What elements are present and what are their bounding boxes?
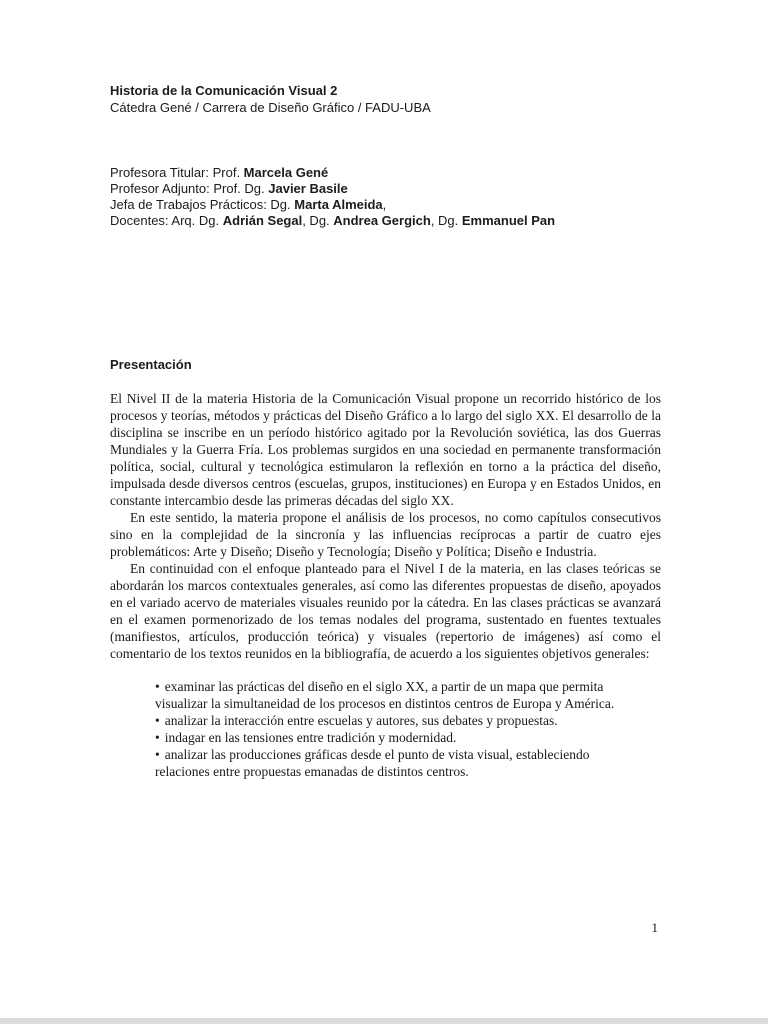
bullet-text: analizar las producciones gráficas desde el punto de vista visual, estableciendo relaciones entre propuestas emanadas de distintos centros.: [155, 747, 590, 779]
bullet-marker: •: [155, 679, 160, 694]
staff-separator: , Dg.: [302, 213, 334, 228]
staff-name: Marcela Gené: [243, 165, 329, 180]
document-header: [110, 0, 661, 116]
page-content: [110, 0, 661, 780]
list-item: [155, 678, 647, 712]
staff-line-docentes: [110, 213, 661, 229]
staff-suffix: ,: [382, 197, 387, 212]
objectives-list: [155, 678, 647, 780]
staff-name: Javier Basile: [268, 181, 348, 196]
staff-list: [110, 165, 661, 229]
paragraph-1: El Nivel II de la materia Historia de la Comunicación Visual propone un recorrido histórico de los procesos y teorías, métodos y prácticas del Diseño Gráfico a lo largo del siglo XX. El desarrollo de la disciplina se inscribe en un período histórico agitado por la Revolución soviética, las dos Guerras Mundiales y la Guerra Fría. Los problemas surgidos en una sociedad en permanente transformación política, social, cultural y tecnológica estimularon la reflexión en torno a la práctica del diseño, impulsada desde diversos centros (escuelas, grupos, instituciones) en Europa y en Estados Unidos, en constante intercambio desde las primeras décadas del siglo XX.: [110, 391, 661, 508]
bullet-text: analizar la interacción entre escuelas y autores, sus debates y propuestas.: [164, 713, 558, 728]
section-heading-presentacion: Presentación: [110, 357, 192, 372]
staff-role-label: Docentes: Arq. Dg.: [110, 213, 223, 228]
staff-name: Emmanuel Pan: [461, 213, 556, 228]
staff-role-label: Jefa de Trabajos Prácticos: Dg.: [110, 197, 295, 212]
page-number: 1: [651, 920, 658, 935]
staff-line-jtp: [110, 197, 661, 213]
staff-name: Marta Almeida: [294, 197, 383, 212]
paragraph-3: En continuidad con el enfoque planteado para el Nivel I de la materia, en las clases teóricas se abordarán los marcos contextuales generales, así como las diferentes propuestas de diseño, apoyados en el variado acervo de materiales visuales reunido por la cátedra. En las clases prácticas se avanzará en el examen pormenorizado de los temas nodales del programa, sustentado en fuentes textuales (manifiestos, artículos, producción teórica) y visuales (repertorio de imágenes) así como el comentario de los textos reunidos en la bibliografía, de acuerdo a los siguientes objetivos generales:: [110, 561, 661, 661]
list-item: [155, 746, 647, 780]
presentation-body: [110, 390, 661, 780]
staff-line-titular: [110, 165, 661, 181]
document-title: Historia de la Comunicación Visual 2: [110, 83, 338, 98]
list-item: [155, 712, 647, 729]
staff-name: Andrea Gergich: [333, 213, 431, 228]
staff-line-adjunto: [110, 181, 661, 197]
bullet-marker: •: [155, 713, 160, 728]
staff-role-label: Profesora Titular: Prof.: [110, 165, 244, 180]
staff-separator: , Dg.: [430, 213, 462, 228]
staff-role-label: Profesor Adjunto: Prof. Dg.: [110, 181, 269, 196]
bullet-text: indagar en las tensiones entre tradición y modernidad.: [164, 730, 457, 745]
page-edge-divider: [0, 1018, 768, 1024]
staff-name: Adrián Segal: [222, 213, 303, 228]
list-item: [155, 729, 647, 746]
bullet-marker: •: [155, 747, 160, 762]
bullet-text: examinar las prácticas del diseño en el siglo XX, a partir de un mapa que permita visualizar la simultaneidad de los procesos en distintos centros de Europa y América.: [155, 679, 615, 711]
document-subtitle: Cátedra Gené / Carrera de Diseño Gráfico / FADU-UBA: [110, 100, 431, 115]
paragraph-2: En este sentido, la materia propone el análisis de los procesos, no como capítulos consecutivos sino en la complejidad de la sincronía y las influencias recíprocas a partir de cuatro ejes problemáticos: Arte y Diseño; Diseño y Tecnología; Diseño y Política; Diseño e Industria.: [110, 510, 661, 559]
bullet-marker: •: [155, 730, 160, 745]
